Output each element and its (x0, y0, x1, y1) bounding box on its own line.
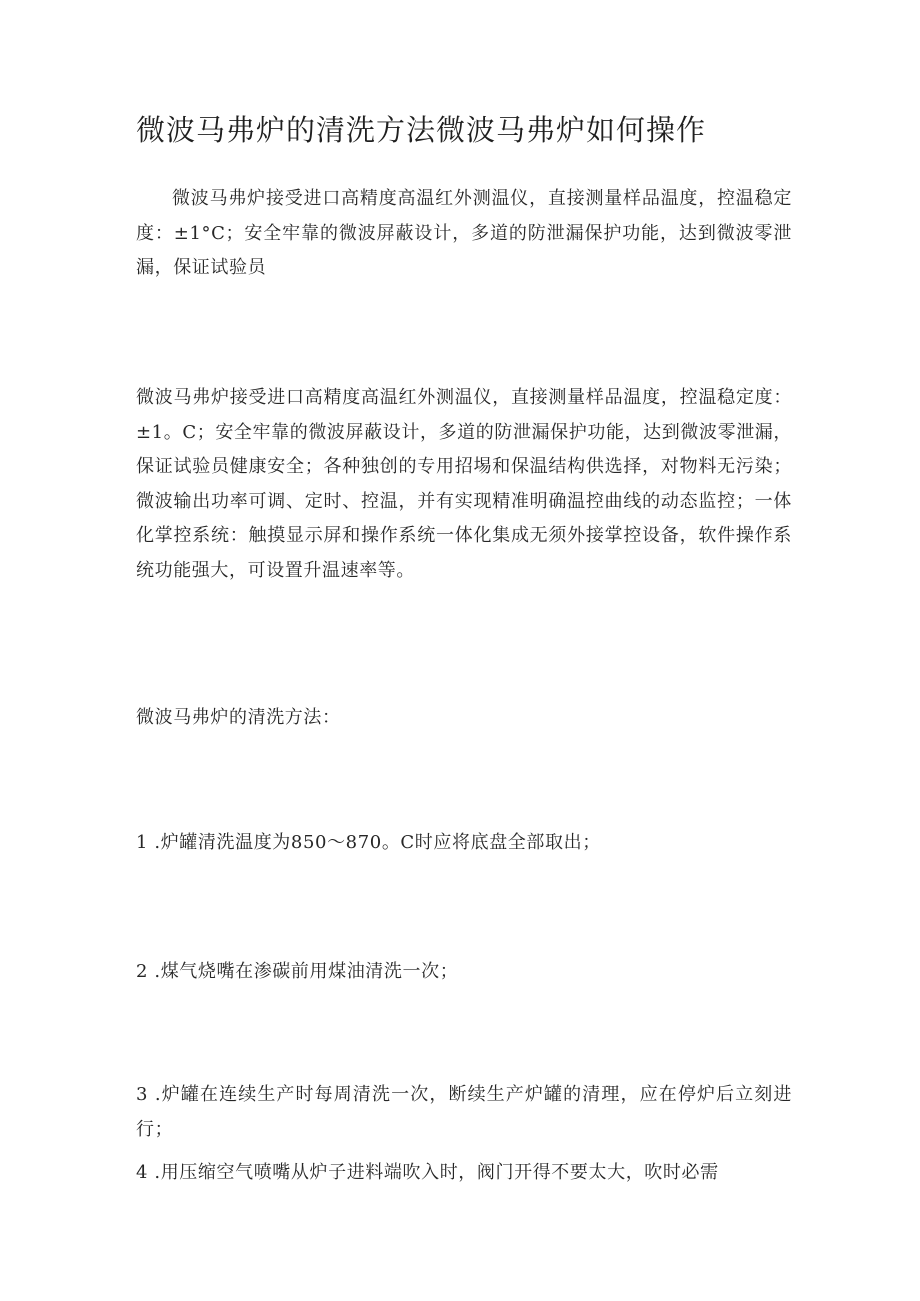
step-text: .煤气烧嘴在渗碳前用煤油清洗一次； (154, 961, 459, 982)
step-number: 4 (136, 1162, 149, 1183)
step-text: .用压缩空气喷嘴从炉子进料端吹入时，阀门开得不要太大，吹时必需 (154, 1162, 719, 1183)
cleaning-step-3 (136, 1078, 792, 1147)
document-title: 微波马弗炉的清洗方法微波马弗炉如何操作 (136, 113, 707, 147)
cleaning-step-1 (136, 826, 792, 861)
cleaning-methods-heading: 微波马弗炉的清洗方法： (136, 707, 341, 728)
step-number: 3 (136, 1084, 149, 1105)
step-text: .炉罐在连续生产时每周清洗一次，断续生产炉罐的清理，应在停炉后立刻进行； (136, 1084, 792, 1140)
cleaning-step-4 (136, 1156, 792, 1191)
description-paragraph: 微波马弗炉接受进口高精度高温红外测温仪，直接测量样品温度，控温稳定度：±1。C；安全牢靠的微波屏蔽设计，多道的防泄漏保护功能，达到微波零泄漏，保证试验员健康安全；各种独创的专用招埸和保温结构供选择，对物料无污染；微波输出功率可调、定时、控温，并有实现精准明确温控曲线的动态监控；一体化掌控系统：触摸显示屏和操作系统一体化集成无须外接掌控设备，软件操作系统功能强大，可设置升温速率等。 (136, 387, 792, 581)
step-text: .炉罐清洗温度为850～870。C时应将底盘全部取出； (154, 832, 601, 853)
intro-paragraph: 微波马弗炉接受进口高精度高温红外测温仪，直接测量样品温度，控温稳定度：±1°C；安全牢靠的微波屏蔽设计，多道的防泄漏保护功能，达到微波零泄漏，保证试验员 (136, 188, 792, 278)
step-number: 2 (136, 961, 149, 982)
step-number: 1 (136, 832, 149, 853)
cleaning-step-2 (136, 955, 792, 990)
